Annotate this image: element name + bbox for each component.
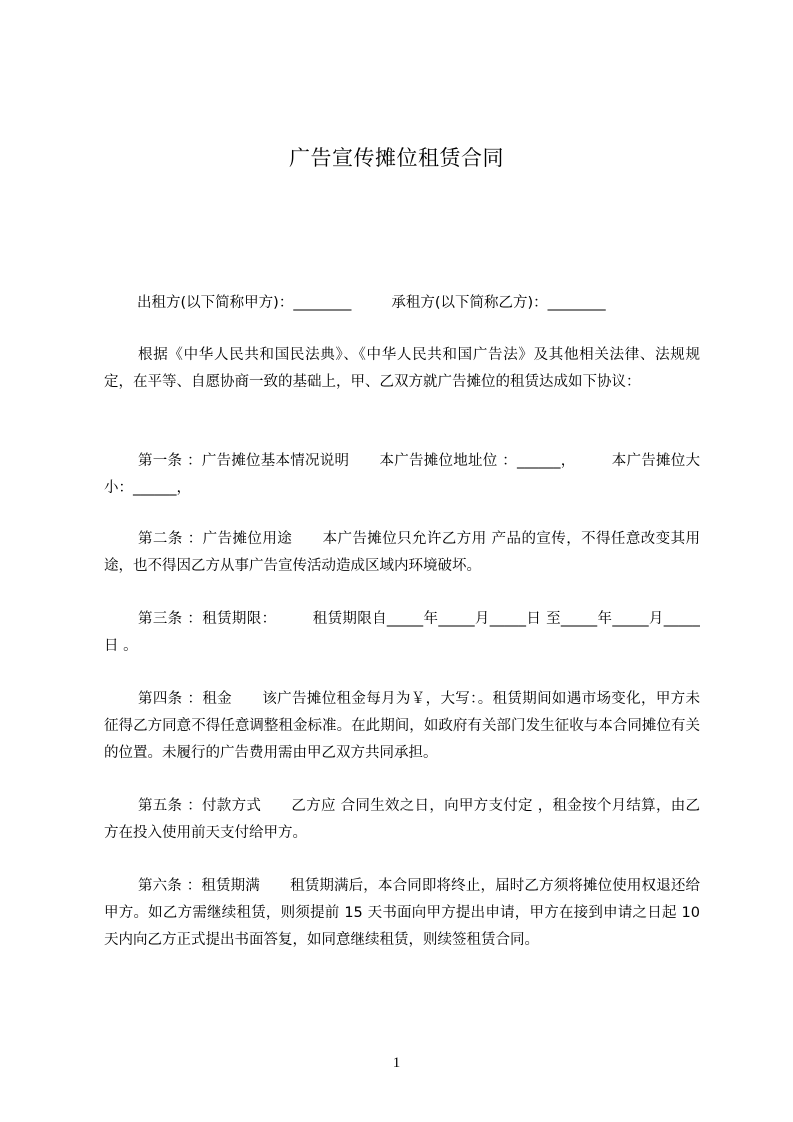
article-4-heading: 第四条 ：租金: [138, 691, 232, 707]
document-title: 广告宣传摊位租赁合同: [289, 146, 504, 170]
article-1-address: 本广告摊位地址位 ：______，: [379, 453, 576, 469]
article-1-size: 本广告摊位大小：______，: [104, 453, 700, 496]
article-5-body: 乙方应 合同生效之日，向甲方支付定 ，租金按个月结算，由乙方在投入使用前天支付给甲方。: [104, 798, 700, 841]
article-3-body: 租赁期限自_____年_____月_____日 至_____年_____月_____日 。: [104, 611, 700, 654]
article-2-heading: 第二条 ：广告摊位用途: [138, 531, 293, 547]
article-6: [104, 873, 700, 954]
parties-line: [137, 291, 606, 312]
page-number: 1: [392, 1055, 401, 1071]
article-3: [104, 606, 700, 660]
article-1: [104, 448, 700, 502]
article-4-body: 该广告摊位租金每月为￥，大写：。租赁期间如遇市场变化，甲方未征得乙方同意不得任意调整租金标准。在此期间，如政府有关部门发生征收与本合同摊位有关的位置。未履行的广告费用需由甲乙双方共同承担。: [104, 691, 700, 761]
intro-paragraph: 根据《中华人民共和国民法典》、《中华人民共和国广告法》及其他相关法律、法规规定，在平等、自愿协商一致的基础上，甲、乙双方就广告摊位的租赁达成如下协议：: [104, 347, 700, 390]
article-5: [104, 793, 700, 847]
lessee-field: 承租方(以下简称乙方)：________: [391, 295, 606, 311]
article-2-body: 本广告摊位只允许乙方用 产品的宣传，不得任意改变其用途，也不得因乙方从事广告宣传活动造成区域内环境破坏。: [104, 531, 700, 574]
lessor-field: 出租方(以下简称甲方)：________: [137, 295, 352, 311]
article-1-heading: 第一条 ：广告摊位基本情况说明: [138, 453, 350, 469]
article-4: [104, 686, 700, 767]
article-6-heading: 第六条 ：租赁期满: [138, 878, 260, 894]
article-2: [104, 526, 700, 580]
article-3-heading: 第三条 ：租赁期限：: [138, 611, 277, 627]
article-5-heading: 第五条 ：付款方式: [138, 798, 262, 814]
article-6-body: 租赁期满后，本合同即将终止，届时乙方须将摊位使用权退还给甲方。如乙方需继续租赁，则须提前 15 天书面向甲方提出申请，甲方在接到申请之日起 10 天内向乙方正式提出书面答复，如同意继续租赁，则续签租赁合同。: [104, 878, 700, 948]
